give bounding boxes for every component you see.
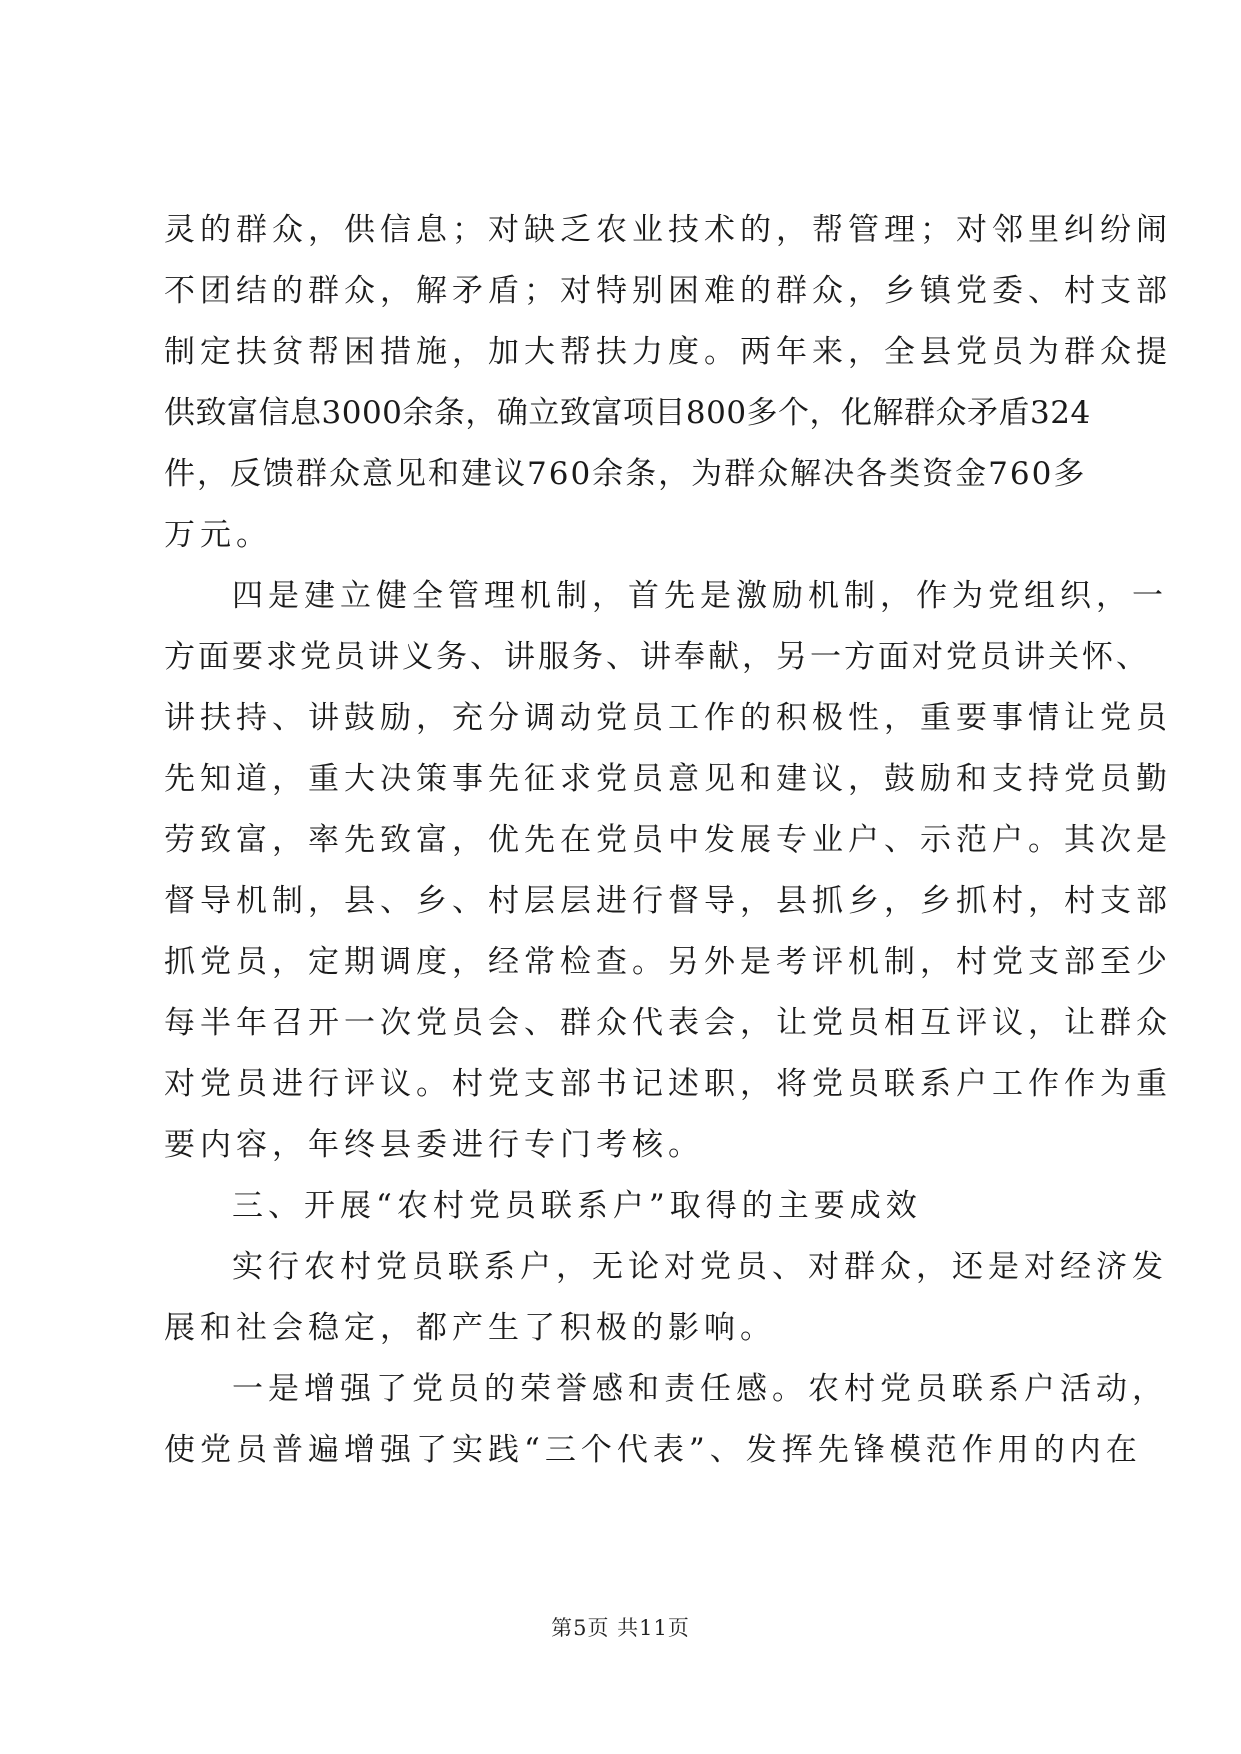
section-heading: 三、开展“农村党员联系户”取得的主要成效 xyxy=(232,1188,922,1224)
text-line: 制定扶贫帮困措施，加大帮扶力度。两年来，全县党员为群众提 xyxy=(164,334,1172,370)
text-line: 灵的群众，供信息；对缺乏农业技术的，帮管理；对邻里纠纷闹 xyxy=(164,212,1172,248)
paragraph-start-line: 一是增强了党员的荣誉感和责任感。农村党员联系户活动， xyxy=(232,1371,1168,1407)
text-line: 对党员进行评议。村党支部书记述职，将党员联系户工作作为重 xyxy=(164,1066,1172,1102)
text-line: 要内容，年终县委进行专门考核。 xyxy=(164,1127,704,1163)
text-line: 不团结的群众，解矛盾；对特别困难的群众，乡镇党委、村支部 xyxy=(164,273,1172,309)
text-line: 使党员普遍增强了实践“三个代表”、发挥先锋模范作用的内在 xyxy=(164,1432,1142,1468)
paragraph-start-line: 四是建立健全管理机制，首先是激励机制，作为党组织，一 xyxy=(232,578,1168,614)
text-line: 抓党员，定期调度，经常检查。另外是考评机制，村党支部至少 xyxy=(164,944,1172,980)
text-line: 件，反馈群众意见和建议760余条，为群众解决各类资金760多 xyxy=(164,456,1087,492)
text-line: 每半年召开一次党员会、群众代表会，让党员相互评议，让群众 xyxy=(164,1005,1172,1041)
text-line: 先知道，重大决策事先征求党员意见和建议，鼓励和支持党员勤 xyxy=(164,761,1172,797)
text-line: 万元。 xyxy=(164,517,272,553)
text-line: 讲扶持、讲鼓励，充分调动党员工作的积极性，重要事情让党员 xyxy=(164,700,1172,736)
text-line: 供致富信息3000余条，确立致富项目800多个，化解群众矛盾324 xyxy=(164,395,1091,431)
text-line: 劳致富，率先致富，优先在党员中发展专业户、示范户。其次是 xyxy=(164,822,1172,858)
paragraph-start-line: 实行农村党员联系户，无论对党员、对群众，还是对经济发 xyxy=(232,1249,1168,1285)
document-body xyxy=(164,200,1172,1481)
text-line: 展和社会稳定，都产生了积极的影响。 xyxy=(164,1310,776,1346)
text-line: 方面要求党员讲义务、讲服务、讲奉献，另一方面对党员讲关怀、 xyxy=(164,639,1150,675)
text-line: 督导机制，县、乡、村层层进行督导，县抓乡，乡抓村，村支部 xyxy=(164,883,1172,919)
page-footer: 第5页 共11页 xyxy=(551,1616,690,1640)
